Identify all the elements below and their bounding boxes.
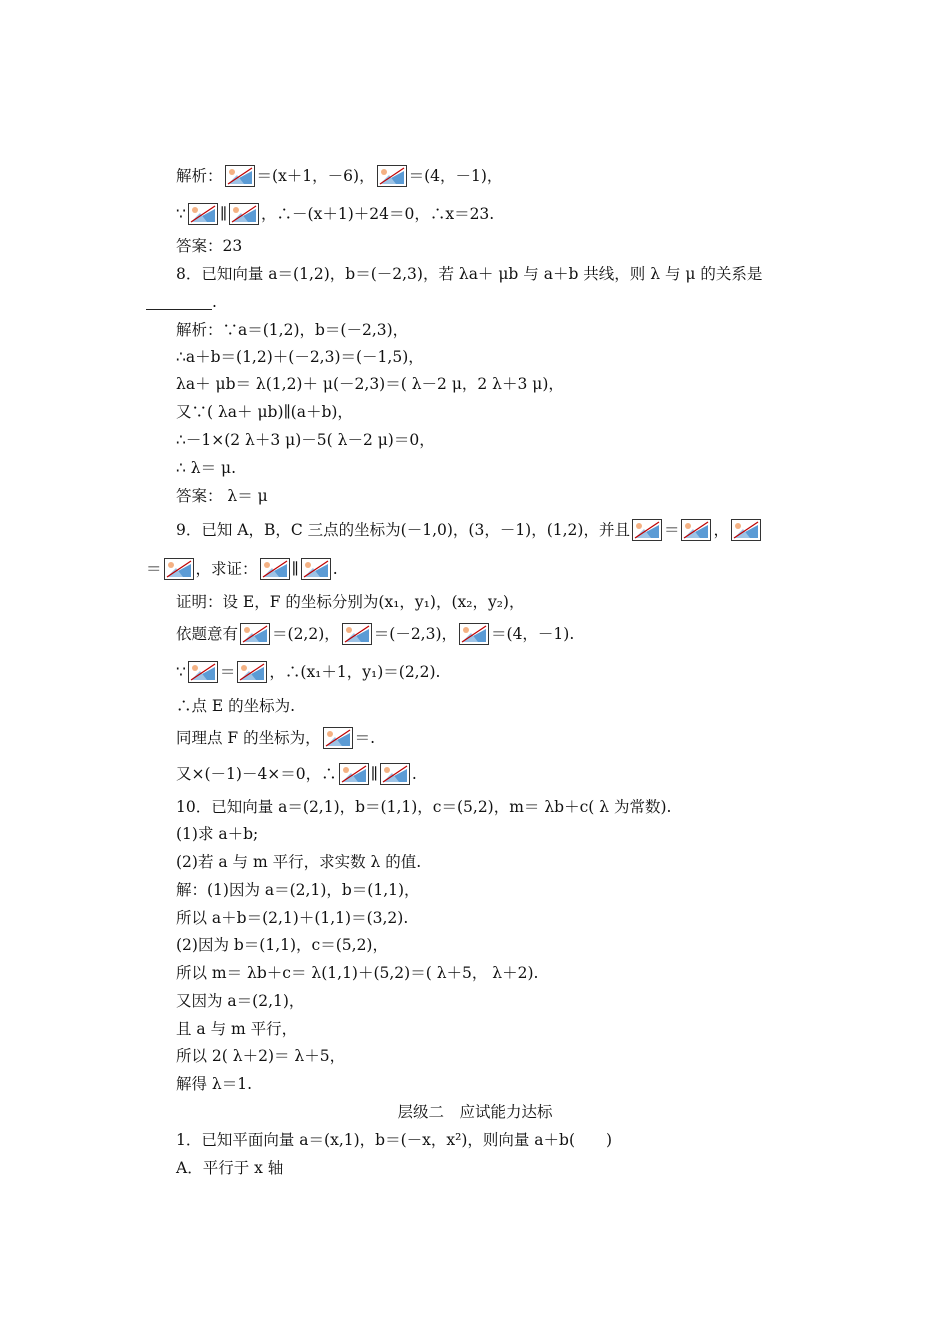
text-line <box>176 850 421 874</box>
text-line <box>176 518 763 542</box>
text-run: 10．已知向量 a＝(2,1)，b＝(1,1)，c＝(5,2)，m＝ λb＋c( λ 为常数). <box>176 798 672 816</box>
text-run: 解析： <box>176 167 223 185</box>
text-run: ＝(4，－1). <box>491 625 575 643</box>
text-run: 答案：23 <box>176 237 243 255</box>
text-run: ∥ <box>219 205 228 223</box>
text-line <box>176 726 375 750</box>
text-run: 同理点 F 的坐标为， <box>176 729 321 747</box>
broken-image-icon <box>380 763 410 785</box>
text-line <box>176 878 420 902</box>
text-run: ，∴－(x＋1)＋24＝0，∴x＝23. <box>261 205 495 223</box>
text-run: ＝(－2,3)， <box>373 625 458 643</box>
text-run: 9．已知 A，B，C 三点的坐标为(－1,0)，(3，－1)，(1,2)，并且 <box>176 521 630 539</box>
text-line <box>176 822 258 846</box>
text-line <box>176 933 388 957</box>
text-run: ＝ <box>146 560 162 578</box>
text-run: ∵ <box>176 205 186 223</box>
text-run: 层级二 应试能力达标 <box>397 1103 553 1121</box>
broken-image-icon <box>339 763 369 785</box>
text-run: 答案： λ＝ μ <box>176 487 268 505</box>
text-run: ＝ <box>219 663 236 681</box>
broken-image-icon <box>260 558 290 580</box>
broken-image-icon <box>237 661 267 683</box>
text-run: 又∵( λa＋ μb)∥(a＋b)， <box>176 403 353 421</box>
broken-image-icon <box>323 727 353 749</box>
text-run: 依题意有 <box>176 625 239 643</box>
text-line <box>176 1017 297 1041</box>
broken-image-icon <box>377 165 407 187</box>
text-line <box>176 484 268 508</box>
text-run: ＝ <box>663 521 680 539</box>
text-line <box>176 694 295 718</box>
text-line <box>176 345 424 369</box>
text-run: ＝(4，－1)， <box>408 167 503 185</box>
text-line <box>176 202 494 226</box>
text-run: ∴a＋b＝(1,2)＋(－2,3)＝(－1,5)， <box>176 348 424 366</box>
text-line <box>176 372 564 396</box>
text-line <box>176 1072 252 1096</box>
text-run: (1)求 a＋b; <box>176 825 259 843</box>
text-run: ，求证： <box>195 560 258 578</box>
text-run: ∴点 E 的坐标为. <box>176 697 296 715</box>
text-run: λa＋ μb＝ λ(1,2)＋ μ(－2,3)＝( λ－2 μ，2 λ＋3 μ)， <box>176 375 564 393</box>
text-line <box>146 557 338 581</box>
broken-image-icon <box>188 661 218 683</box>
text-run: ∴－1×(2 λ＋3 μ)－5( λ－2 μ)＝0， <box>176 431 435 449</box>
text-run: 又×(－1)－4×＝0，∴ <box>176 765 337 783</box>
broken-image-icon <box>225 165 255 187</box>
text-run: 8．已知向量 a＝(1,2)，b＝(－2,3)，若 λa＋ μb 与 a＋b 共线，则 λ 与 μ 的关系是 <box>176 265 763 283</box>
broken-image-icon <box>229 203 259 225</box>
text-line <box>176 234 242 258</box>
text-line <box>176 400 353 424</box>
text-run: 且 a 与 m 平行， <box>176 1020 298 1038</box>
text-run: 解析：∵a＝(1,2)，b＝(－2,3)， <box>176 321 409 339</box>
text-line <box>176 906 408 930</box>
broken-image-icon <box>731 519 761 541</box>
text-run: A．平行于 x 轴 <box>176 1159 284 1177</box>
text-line <box>176 989 304 1013</box>
text-run: ∥ <box>370 765 378 783</box>
text-line <box>176 164 502 188</box>
broken-image-icon <box>164 558 194 580</box>
text-run: (2)因为 b＝(1,1)，c＝(5,2)， <box>176 936 388 954</box>
text-run: (2)若 a 与 m 平行，求实数 λ 的值. <box>176 853 422 871</box>
text-run: 解得 λ＝1. <box>176 1075 253 1093</box>
text-line <box>176 762 417 786</box>
text-line <box>176 428 435 452</box>
text-line <box>176 961 538 985</box>
answer-blank <box>146 295 212 310</box>
text-run: . <box>212 293 217 311</box>
broken-image-icon <box>342 623 372 645</box>
text-run: 证明：设 E，F 的坐标分别为(x₁，y₁)，(x₂，y₂)， <box>176 593 525 611</box>
text-line <box>176 1156 283 1180</box>
text-run: 1．已知平面向量 a＝(x,1)，b＝(－x，x²)，则向量 a＋b( ) <box>176 1131 613 1149</box>
text-run: ＝(2,2)， <box>272 625 340 643</box>
text-run: 所以 m＝ λb＋c＝ λ(1,1)＋(5,2)＝( λ＋5， λ＋2). <box>176 964 539 982</box>
text-line <box>176 795 671 819</box>
text-run: ， <box>713 521 729 539</box>
text-line <box>176 318 408 342</box>
text-line <box>176 456 236 480</box>
text-run: . <box>332 560 338 578</box>
text-line <box>176 1128 612 1152</box>
text-line <box>176 622 574 646</box>
text-run: 又因为 a＝(2,1)， <box>176 992 305 1010</box>
text-run: ∴ λ＝ μ. <box>176 459 237 477</box>
text-line <box>176 590 524 614</box>
broken-image-icon <box>240 623 270 645</box>
text-line <box>146 290 217 314</box>
text-run: ，∴(x₁＋1，y₁)＝(2,2). <box>269 663 441 681</box>
text-line <box>176 262 762 286</box>
text-run: ∥ <box>291 560 299 578</box>
broken-image-icon <box>188 203 218 225</box>
text-run: ＝. <box>354 729 376 747</box>
text-line <box>176 1044 345 1068</box>
text-line <box>0 1100 950 1124</box>
text-run: 解：(1)因为 a＝(2,1)，b＝(1,1)， <box>176 881 420 899</box>
text-line <box>176 660 440 684</box>
text-run: 所以 2( λ＋2)＝ λ＋5， <box>176 1047 346 1065</box>
broken-image-icon <box>632 519 662 541</box>
broken-image-icon <box>459 623 489 645</box>
broken-image-icon <box>681 519 711 541</box>
text-run: ∵ <box>176 663 186 681</box>
text-run: . <box>411 765 417 783</box>
broken-image-icon <box>301 558 331 580</box>
text-run: 所以 a＋b＝(2,1)＋(1,1)＝(3,2). <box>176 909 409 927</box>
text-run: ＝(x＋1，－6)， <box>256 167 375 185</box>
